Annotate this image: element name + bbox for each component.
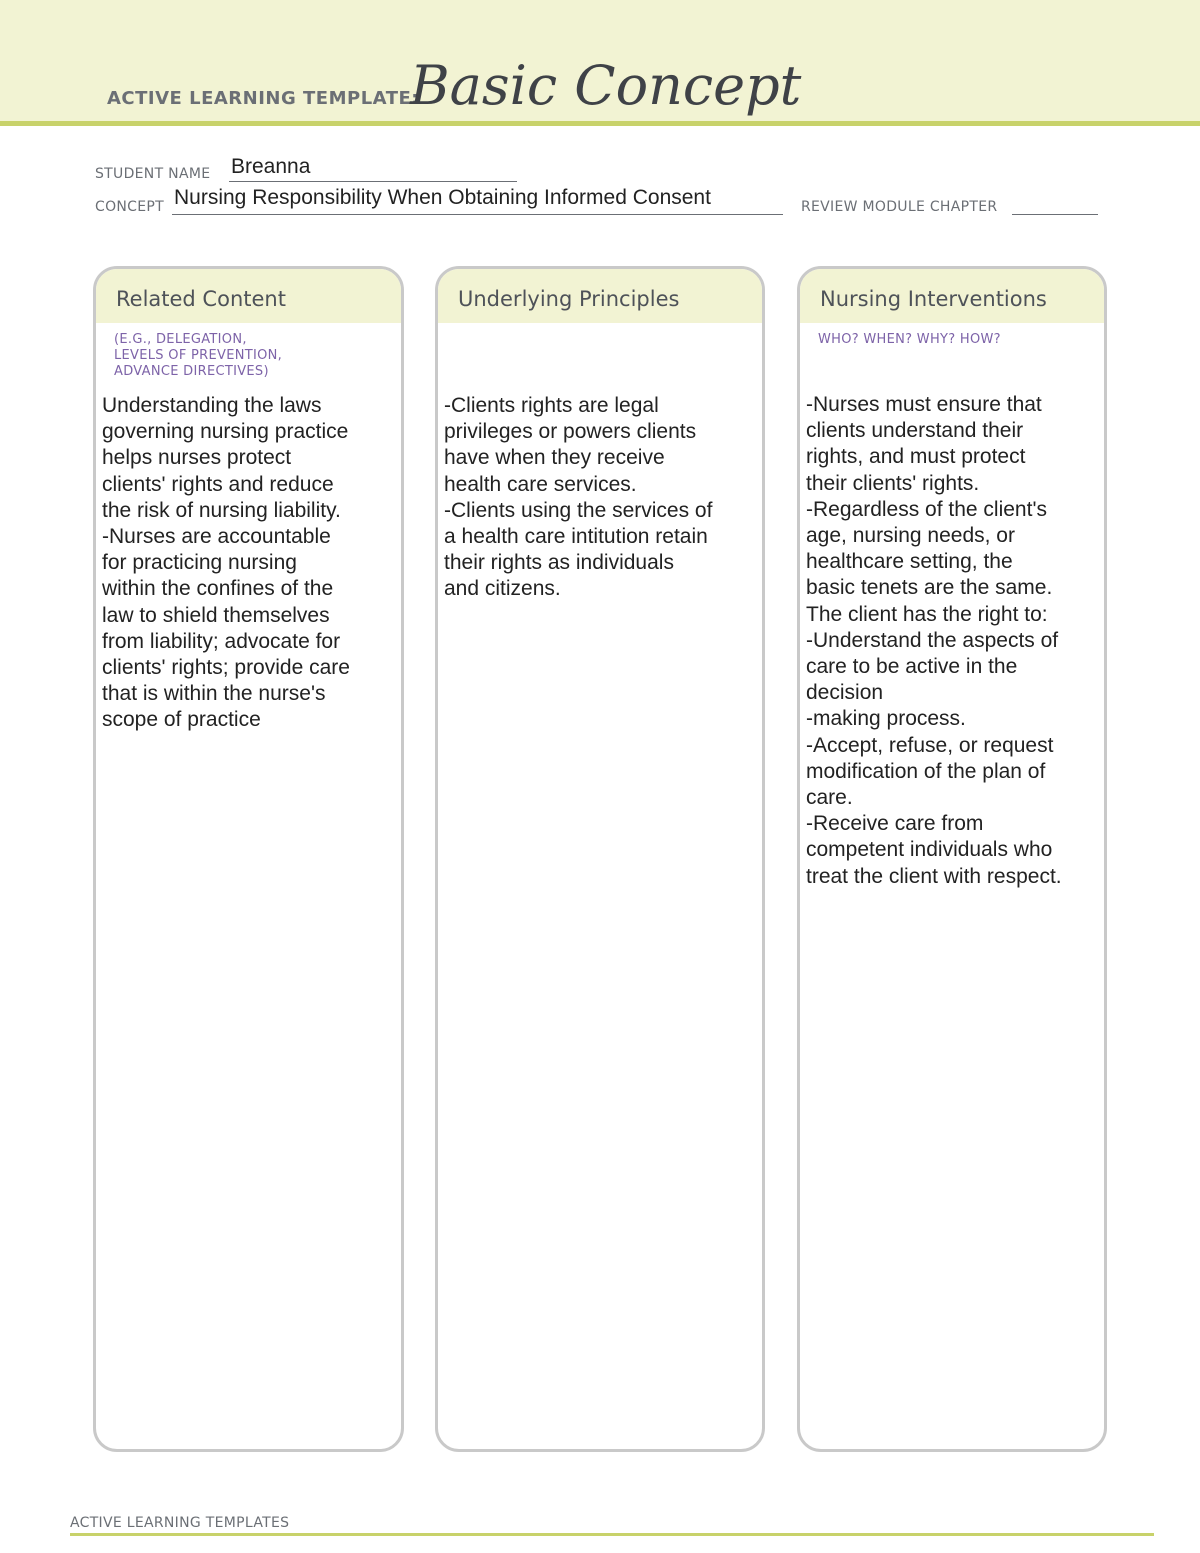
student-name-label: STUDENT NAME [95, 166, 211, 182]
review-module-line [1012, 214, 1098, 215]
student-name-line [229, 181, 517, 182]
footer-rule [70, 1533, 1154, 1536]
underlying-principles-title: Underlying Principles [458, 287, 680, 311]
nursing-interventions-subtitle: WHO? WHEN? WHY? HOW? [818, 332, 1001, 347]
student-name-field[interactable]: Breanna [231, 155, 311, 178]
concept-field[interactable]: Nursing Responsibility When Obtaining Informed Consent [174, 186, 711, 209]
related-content-subtitle: (E.G., DELEGATION, LEVELS OF PREVENTION, ADVANCE DIRECTIVES) [114, 332, 283, 379]
related-content-text[interactable]: Understanding the laws governing nursing practice helps nurses protect clients' rights and reduce the risk of nursing liability. -Nurses are accountable for practicing nursing within the confines of the law to shield themselves from liability; advocate for clients' rights; provide care that is within the nurse's scope of practice [102, 394, 350, 732]
nursing-interventions-text[interactable]: -Nurses must ensure that clients understand their rights, and must protect their clients' rights. -Regardless of the client's age, nursing needs, or healthcare setting, the basic tenets are the same. The client has the right to: -Understand the aspects of care to be active in the decision -making process. -Accept, refuse, or request modification of the plan of care. -Receive care from competent individuals who treat the client with respect. [806, 393, 1062, 888]
nursing-interventions-header [800, 269, 1104, 323]
underlying-principles-card [435, 266, 765, 1452]
template-title: Basic Concept [410, 54, 802, 117]
nursing-interventions-title: Nursing Interventions [820, 287, 1047, 311]
related-content-card [93, 266, 404, 1452]
concept-label: CONCEPT [95, 199, 164, 215]
nursing-interventions-card [797, 266, 1107, 1452]
underlying-principles-text[interactable]: -Clients rights are legal privileges or powers clients have when they receive health care services. -Clients using the services of a health care intitution retain their rights as individuals and citizens. [444, 394, 713, 601]
related-content-title: Related Content [116, 287, 286, 311]
concept-line [172, 214, 783, 215]
footer-label: ACTIVE LEARNING TEMPLATES [70, 1515, 290, 1531]
header-rule [0, 121, 1200, 126]
underlying-principles-header [438, 269, 762, 323]
review-module-label: REVIEW MODULE CHAPTER [801, 199, 998, 215]
related-content-header [96, 269, 401, 323]
template-label: ACTIVE LEARNING TEMPLATE: [107, 88, 419, 109]
